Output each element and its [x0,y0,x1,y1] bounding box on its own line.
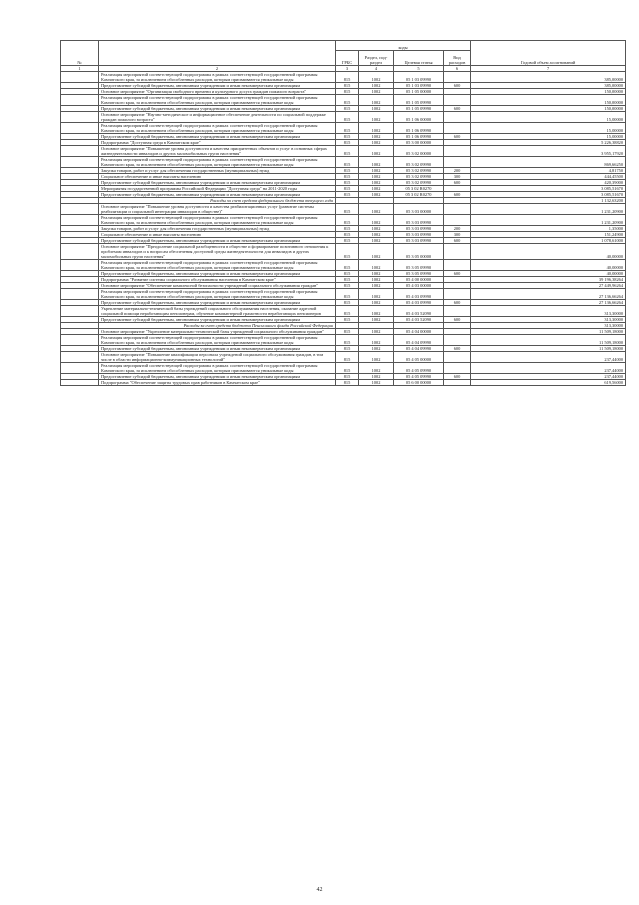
table-row [61,289,626,300]
row-vid-cell: 600 [444,374,471,380]
row-vid-cell: 600 [444,300,471,306]
row-amount-cell: 5 226,38820 [471,140,626,146]
row-grbs-cell: 815 [336,186,359,192]
row-name-cell: Основное мероприятие "Организация свободного времени и культурного досуга граждан пожилого возраста" [99,89,336,95]
row-name-cell: Основное мероприятие "Повышение квалификации персонала учреждений социального обслуживания граждан, в том числе в области информационно-коммуникационных технологий" [99,352,336,363]
row-grbs-cell: 815 [336,317,359,323]
page-number: 42 [316,887,323,893]
colnum-2: 2 [99,66,336,72]
row-vid-cell [444,112,471,123]
row-grbs-cell: 815 [336,306,359,317]
row-vid-cell [444,352,471,363]
row-amount-cell: 1 078,61000 [471,238,626,244]
row-vid-cell: 600 [444,346,471,352]
row-vid-cell: 600 [444,134,471,140]
row-razdel-cell: 1002 [359,352,394,363]
row-csr-cell: 05 1 05 09990 [394,95,444,106]
row-csr-cell: 05 3 03 00000 [394,204,444,215]
row-amount-cell: 1,35000 [471,226,626,232]
colnum-7: 7 [471,66,626,72]
table-row [61,306,626,317]
row-csr-cell: 05 3 05 00000 [394,244,444,260]
table-row [61,95,626,106]
header-name-blank [99,41,336,66]
row-name-cell: Реализация мероприятий соответствующей подпрограммы в рамках соответствующей государственной программы Камчатского края, за исключением обособленных расходов, которым присваиваются уникальные коды [99,335,336,346]
row-name-cell: Социальное обеспечение и иные выплаты населению [99,174,336,180]
row-razdel-cell: 1002 [359,140,394,146]
row-grbs-cell: 815 [336,95,359,106]
table-row [61,72,626,83]
row-name-cell: Основное мероприятие "Научно-методическое и информационное обеспечение деятельности по социальной поддержке граждан пожилого возраста" [99,112,336,123]
row-amount-cell: 150,00000 [471,95,626,106]
table-row [61,112,626,123]
row-grbs-cell: 815 [336,380,359,386]
row-grbs-cell: 815 [336,260,359,271]
row-grbs-cell: 815 [336,157,359,168]
row-vid-cell [444,306,471,317]
row-grbs-cell: 815 [336,83,359,89]
colnum-1: 1 [61,66,99,72]
row-name-cell: Реализация мероприятий соответствующей подпрограммы в рамках соответствующей государственной программы Камчатского края, за исключением обособленных расходов, которым присваиваются уникальные коды [99,95,336,106]
row-grbs-cell: 815 [336,238,359,244]
row-amount-cell: 3 085,51670 [471,186,626,192]
row-razdel-cell: 1002 [359,83,394,89]
row-grbs-cell: 815 [336,277,359,283]
row-name-cell: Предоставление субсидий бюджетным, автономным учреждениям и иным некоммерческим организациям [99,374,336,380]
row-csr-cell: 05 3 02 09990 [394,157,444,168]
row-name-cell: Расходы за счет средств бюджета Пенсионного фонда Российской Федерации [99,323,336,329]
row-amount-cell: 619,56000 [471,380,626,386]
row-razdel-cell: 1002 [359,134,394,140]
table-row [61,260,626,271]
row-grbs-cell: 815 [336,106,359,112]
table-row [61,204,626,215]
row-amount-cell: 237,44000 [471,363,626,374]
row-name-cell: Реализация мероприятий соответствующей подпрограммы в рамках соответствующей государственной программы Камчатского края, за исключением обособленных расходов, которым присваиваются уникальные коды [99,157,336,168]
header-amount: Годовой объем ассигнований [471,41,626,66]
row-vid-cell: 600 [444,106,471,112]
header-grbs: ГРБС [336,51,359,66]
row-grbs-cell: 815 [336,89,359,95]
header-razdel: Раздел, под-раздел [359,51,394,66]
row-number-cell [61,215,99,226]
row-razdel-cell: 1002 [359,106,394,112]
table-row [61,146,626,157]
table-row [61,123,626,134]
row-amount-cell: 15,00000 [471,123,626,134]
row-razdel-cell: 1002 [359,363,394,374]
row-number-cell [61,363,99,374]
row-grbs-cell: 815 [336,283,359,289]
row-razdel-cell: 1002 [359,277,394,283]
row-vid-cell: 200 [444,226,471,232]
row-razdel-cell: 1002 [359,289,394,300]
colnum-3: 3 [336,66,359,72]
row-csr-cell: 05 4 05 00000 [394,352,444,363]
row-csr-cell: 05 4 00 00000 [394,277,444,283]
row-razdel-cell: 1002 [359,186,394,192]
row-grbs-cell: 815 [336,168,359,174]
row-amount-cell: 237,44000 [471,374,626,380]
row-amount-cell: 1 231,20900 [471,204,626,215]
row-vid-cell [444,72,471,83]
row-csr-cell: 05 4 03 09990 [394,300,444,306]
row-csr-cell: 05 1 05 00000 [394,89,444,95]
row-amount-cell: 40,00000 [471,244,626,260]
row-name-cell: Основное мероприятие "Обеспечение комплексной безопасности учреждений социального обслуживания граждан" [99,283,336,289]
row-number-cell [61,157,99,168]
row-amount-cell: 151,24900 [471,232,626,238]
row-vid-cell: 600 [444,192,471,198]
row-grbs-cell: 815 [336,329,359,335]
table-row [61,244,626,260]
row-amount-cell: 313,30000 [471,317,626,323]
row-grbs-cell: 815 [336,232,359,238]
row-razdel-cell: 1002 [359,192,394,198]
row-razdel-cell: 1002 [359,157,394,168]
row-name-cell: Реализация мероприятий соответствующей подпрограммы в рамках соответствующей государственной программы Камчатского края, за исключением обособленных расходов, которым присваиваются уникальные коды [99,215,336,226]
row-amount-cell: 444,45500 [471,174,626,180]
table-row [61,352,626,363]
header-codes: коды [336,41,471,51]
row-number-cell [61,335,99,346]
header-vid: Вид расходов [444,51,471,66]
row-amount-cell: 150,00000 [471,89,626,95]
row-name-cell: Основное мероприятие "Преодоление социальной разобщенности в обществе и формирование позитивного отношения к проблемам инвалидов и к вопросам обеспечения доступной среды жизнедеятельности для инвалидов и других маломобильных групп населения" [99,244,336,260]
row-vid-cell [444,260,471,271]
table-row [61,335,626,346]
row-razdel-cell: 1002 [359,300,394,306]
row-name-cell: Реализация мероприятий соответствующей подпрограммы в рамках соответствующей государственной программы Камчатского края, за исключением обособленных расходов, которым присваиваются уникальные коды [99,289,336,300]
row-csr-cell: 05 4 04 09990 [394,346,444,352]
row-razdel-cell: 1002 [359,260,394,271]
row-csr-cell: 05 3 02 00000 [394,146,444,157]
row-amount-cell: 869,66250 [471,157,626,168]
row-razdel-cell: 1002 [359,112,394,123]
row-amount-cell: 237,44000 [471,352,626,363]
row-vid-cell: 600 [444,271,471,277]
row-number-cell [61,204,99,215]
row-name-cell: Реализация мероприятий соответствующей подпрограммы в рамках соответствующей государственной программы Камчатского края, за исключением обособленных расходов, которым присваиваются уникальные коды [99,260,336,271]
row-name-cell: Предоставление субсидий бюджетным, автономным учреждениям и иным некоммерческим организациям [99,317,336,323]
row-razdel-cell: 1002 [359,271,394,277]
row-grbs-cell: 815 [336,335,359,346]
row-vid-cell [444,95,471,106]
budget-table [60,40,626,386]
row-amount-cell: 385,00000 [471,72,626,83]
row-amount-cell: 27 136,66264 [471,300,626,306]
row-name-cell: Предоставление субсидий бюджетным, автономным учреждениям и иным некоммерческим организациям [99,134,336,140]
row-razdel-cell: 1002 [359,335,394,346]
row-vid-cell: 300 [444,174,471,180]
row-vid-cell [444,363,471,374]
row-csr-cell: 05 1 06 00000 [394,112,444,123]
row-csr-cell: 05 4 04 00000 [394,329,444,335]
row-amount-cell: 313,30000 [471,306,626,317]
row-csr-cell: 05 1 05 09990 [394,106,444,112]
colnum-5: 5 [394,66,444,72]
row-csr-cell: 05 1 03 09990 [394,83,444,89]
row-razdel-cell: 1002 [359,232,394,238]
row-razdel-cell: 1002 [359,174,394,180]
row-grbs-cell: 815 [336,180,359,186]
row-name-cell: Закупка товаров, работ и услуг для обеспечения государственных (муниципальных) нужд [99,168,336,174]
row-vid-cell [444,123,471,134]
row-csr-cell: 05 3 02 R0270 [394,192,444,198]
row-amount-cell: 3 955,17920 [471,146,626,157]
row-grbs-cell: 815 [336,352,359,363]
row-grbs-cell: 815 [336,192,359,198]
row-razdel-cell: 1002 [359,123,394,134]
row-number-cell [61,306,99,317]
row-csr-cell: 05 4 03 00000 [394,283,444,289]
row-number-cell [61,380,99,386]
row-number-cell [61,95,99,106]
row-amount-cell: 11 509,18000 [471,346,626,352]
row-number-cell [61,244,99,260]
row-grbs-cell: 815 [336,363,359,374]
row-number-cell [61,260,99,271]
row-amount-cell: 40,00000 [471,260,626,271]
row-vid-cell [444,244,471,260]
row-csr-cell: 05 3 03 09990 [394,238,444,244]
row-amount-cell: 3 085,51670 [471,192,626,198]
row-name-cell: Социальное обеспечение и иные выплаты населению [99,232,336,238]
row-number-cell [61,112,99,123]
row-number-cell [61,72,99,83]
row-amount-cell: 11 509,18000 [471,329,626,335]
row-amount-cell: 150,00000 [471,106,626,112]
colnum-6: 6 [444,66,471,72]
row-number-cell [61,352,99,363]
row-razdel-cell: 1002 [359,317,394,323]
row-grbs-cell: 815 [336,112,359,123]
row-name-cell: Предоставление субсидий бюджетным, автономным учреждениям и иным некоммерческим организациям [99,271,336,277]
row-vid-cell [444,380,471,386]
colnum-4: 4 [359,66,394,72]
row-grbs-cell: 815 [336,123,359,134]
row-name-cell: Предоставление субсидий бюджетным, автономным учреждениям и иным некоммерческим организациям [99,346,336,352]
row-grbs-cell: 815 [336,346,359,352]
row-amount-cell: 1 132,63200 [471,198,626,204]
row-csr-cell: 05 3 03 09990 [394,215,444,226]
row-csr-cell: 05 4 03 09990 [394,289,444,300]
table-row [61,363,626,374]
row-csr-cell: 05 6 00 00000 [394,380,444,386]
row-csr-cell: 05 3 03 09990 [394,226,444,232]
row-amount-cell: 39 196,38264 [471,277,626,283]
row-csr-cell: 05 4 03 52090 [394,306,444,317]
row-csr-cell: 05 3 05 09990 [394,271,444,277]
row-name-cell: Предоставление субсидий бюджетным, автономным учреждениям и иным некоммерческим организациям [99,238,336,244]
row-grbs-cell: 815 [336,300,359,306]
row-vid-cell [444,289,471,300]
row-amount-cell: 15,00000 [471,134,626,140]
row-name-cell: Предоставление субсидий бюджетным, автономным учреждениям и иным некоммерческим организациям [99,180,336,186]
row-csr-cell: 05 3 03 09990 [394,232,444,238]
row-name-cell: Основное мероприятие "Повышение уровня доступности и качества реабилитационных услуг (развитие системы реабилитации и социальной интеграции инвалидов в обществе)" [99,204,336,215]
row-name-cell: Предоставление субсидий бюджетным, автономным учреждениям и иным некоммерческим организациям [99,83,336,89]
row-razdel-cell: 1002 [359,238,394,244]
row-name-cell: Подпрограмма "Доступная среда в Камчатском крае" [99,140,336,146]
row-vid-cell: 600 [444,317,471,323]
row-grbs-cell: 815 [336,244,359,260]
row-grbs-cell: 815 [336,140,359,146]
row-csr-cell: 05 1 06 09990 [394,123,444,134]
row-grbs-cell: 815 [336,72,359,83]
row-razdel-cell: 1002 [359,306,394,317]
row-name-cell: Реализация мероприятий соответствующей подпрограммы в рамках соответствующей государственной программы Камчатского края, за исключением обособленных расходов, которым присваиваются уникальные коды [99,123,336,134]
row-vid-cell: 600 [444,180,471,186]
row-razdel-cell: 1002 [359,89,394,95]
row-name-cell: Предоставление субсидий бюджетным, автономным учреждениям и иным некоммерческим организациям [99,106,336,112]
row-grbs-cell: 815 [336,374,359,380]
header-csr: Целевая статья [394,51,444,66]
table-row [61,215,626,226]
row-amount-cell: 27 136,66264 [471,289,626,300]
row-name-cell: Подпрограмма "Развитие системы социального обслуживания населения в Камчатском крае" [99,277,336,283]
row-grbs-cell: 815 [336,215,359,226]
row-razdel-cell: 1002 [359,329,394,335]
row-amount-cell: 385,00000 [471,83,626,89]
row-amount-cell: 11 509,18000 [471,335,626,346]
row-razdel-cell: 1002 [359,168,394,174]
row-number-cell [61,123,99,134]
row-csr-cell: 05 3 02 09990 [394,168,444,174]
row-razdel-cell: 1002 [359,146,394,157]
row-name-cell: Расходы за счет средств федерального бюджета текущего года [99,198,336,204]
row-name-cell: Мероприятия государственной программы Российской Федерации "Доступная среда" на 2011-2020 годы [99,186,336,192]
table-body [61,72,626,386]
row-vid-cell: 600 [444,83,471,89]
row-name-cell: Основное мероприятие "Укрепление материально-технической базы учреждений социального обслуживания граждан" [99,329,336,335]
row-razdel-cell: 1002 [359,226,394,232]
row-name-cell: Подпрограмма "Обеспечение защиты трудовых прав работников в Камчатском крае" [99,380,336,386]
row-vid-cell: 600 [444,238,471,244]
row-grbs-cell: 815 [336,226,359,232]
header-row-top [61,41,626,51]
row-csr-cell: 05 4 05 09990 [394,363,444,374]
row-amount-cell: 40,00000 [471,271,626,277]
row-vid-cell [444,335,471,346]
row-razdel-cell: 1002 [359,374,394,380]
row-csr-cell: 05 3 02 09990 [394,180,444,186]
row-razdel-cell: 1002 [359,215,394,226]
row-grbs-cell: 815 [336,289,359,300]
row-csr-cell: 05 1 03 09990 [394,72,444,83]
row-grbs-cell: 815 [336,271,359,277]
row-csr-cell: 05 3 02 R0270 [394,186,444,192]
row-csr-cell: 05 3 02 09990 [394,174,444,180]
row-csr-cell: 05 1 06 09990 [394,134,444,140]
row-amount-cell: 1 231,20900 [471,215,626,226]
row-name-cell: Реализация мероприятий соответствующей подпрограммы в рамках соответствующей государственной программы Камчатского края, за исключением обособленных расходов, которым присваиваются уникальные коды [99,363,336,374]
row-amount-cell: 15,00000 [471,112,626,123]
row-razdel-cell: 1002 [359,180,394,186]
row-name-cell: Укрепление материально-технической базы учреждений социального обслуживания населения, оказание адресной социальной помощи неработающим пенсионерам, обучение компьютерной грамотности неработающих пенсионеров [99,306,336,317]
table-row [61,157,626,168]
row-vid-cell [444,215,471,226]
row-amount-cell: 420,39000 [471,180,626,186]
row-name-cell: Предоставление субсидий бюджетным, автономным учреждениям и иным некоммерческим организациям [99,192,336,198]
row-csr-cell: 05 4 05 09990 [394,374,444,380]
row-razdel-cell: 1002 [359,244,394,260]
row-vid-cell [444,146,471,157]
row-razdel-cell: 1002 [359,204,394,215]
row-razdel-cell: 1002 [359,346,394,352]
row-csr-cell: 05 4 03 52090 [394,317,444,323]
row-grbs-cell: 815 [336,174,359,180]
row-csr-cell: 05 3 05 09990 [394,260,444,271]
row-csr-cell: 05 4 04 09990 [394,335,444,346]
row-vid-cell: 300 [444,232,471,238]
row-grbs-cell: 815 [336,146,359,157]
row-razdel-cell: 1002 [359,95,394,106]
table-row [61,380,626,386]
row-amount-cell: 4,81750 [471,168,626,174]
row-razdel-cell: 1002 [359,380,394,386]
row-csr-cell: 05 3 00 00000 [394,140,444,146]
row-name-cell: Основное мероприятие "Повышение уровня доступности и качества приоритетных объектов и услуг в основных сферах жизнедеятельности инвалидов и других маломобильных групп населения" [99,146,336,157]
row-razdel-cell: 1002 [359,283,394,289]
row-vid-cell: 200 [444,168,471,174]
row-amount-cell: 313,30000 [471,323,626,329]
row-name-cell: Закупка товаров, работ и услуг для обеспечения государственных (муниципальных) нужд [99,226,336,232]
row-name-cell: Предоставление субсидий бюджетным, автономным учреждениям и иным некоммерческим организациям [99,300,336,306]
row-name-cell: Реализация мероприятий соответствующей подпрограммы в рамках соответствующей государственной программы Камчатского края, за исключением обособленных расходов, которым присваиваются уникальные коды [99,72,336,83]
row-vid-cell [444,157,471,168]
row-vid-cell [444,204,471,215]
row-amount-cell: 27 449,96264 [471,283,626,289]
row-grbs-cell: 815 [336,204,359,215]
header-number: № [61,41,99,66]
row-razdel-cell: 1002 [359,72,394,83]
row-number-cell [61,289,99,300]
row-number-cell [61,146,99,157]
row-grbs-cell: 815 [336,134,359,140]
